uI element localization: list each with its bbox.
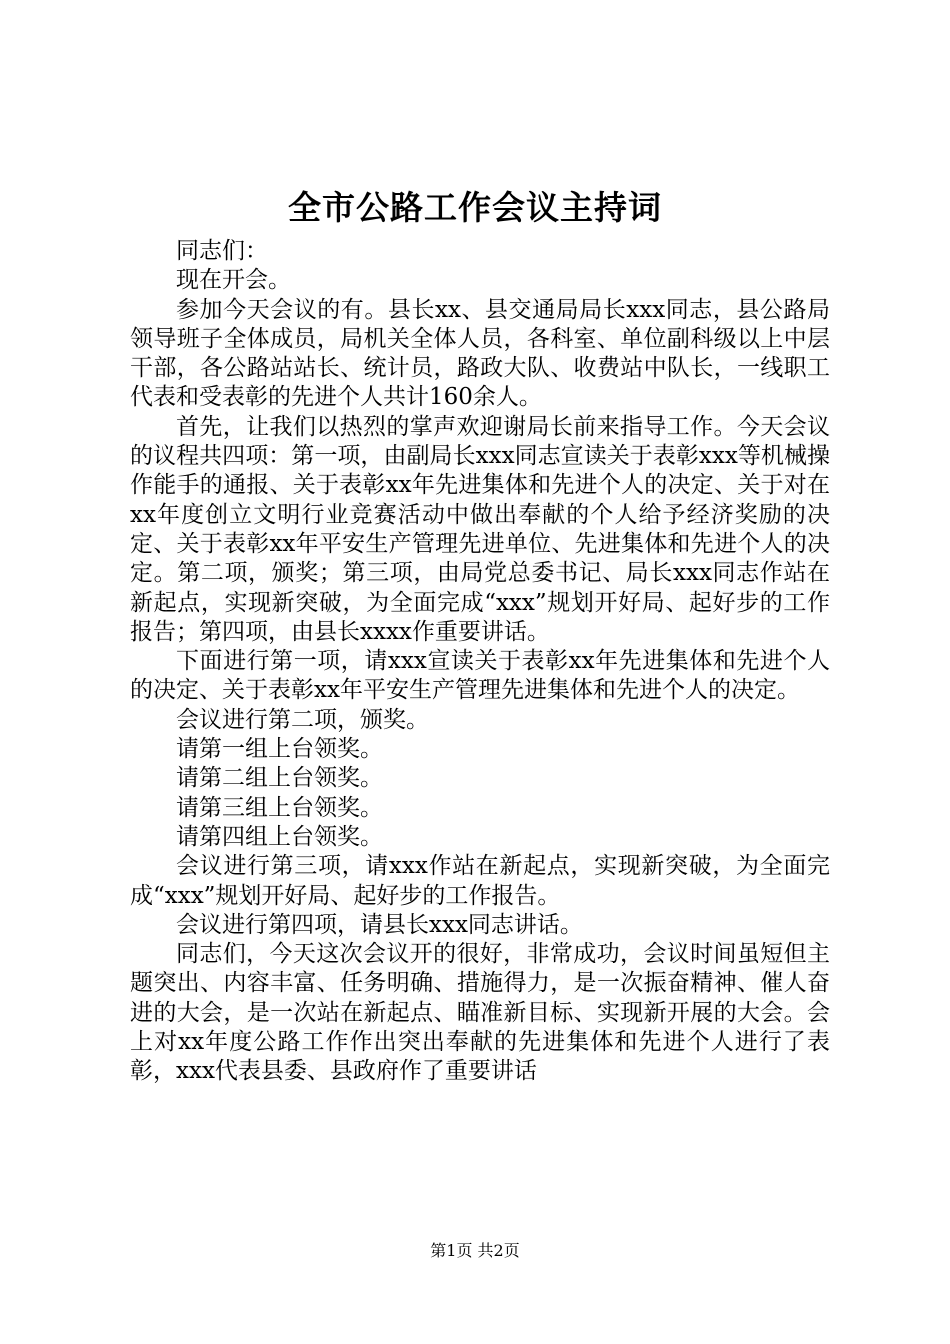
agenda-paragraph: 首先，让我们以热烈的掌声欢迎谢局长前来指导工作。今天会议的议程共四项：第一项，由副局长xxx同志宣读关于表彰xxx等机械操作能手的通报、关于表彰xx年先进集体和先进个人的决定、关于对在xx年度创立文明行业竞赛活动中做出奉献的个人给予经济奖励的决定、关于表彰xx年平安生产管理先进单位、先进集体和先进个人的决定。第二项，颁奖；第三项，由局党总委书记、局长xxx同志作站在新起点，实现新突破，为全面完成“xxx”规划开好局、起好步的工作报告；第四项，由县长xxxx作重要讲话。 [130, 413, 830, 645]
group-one-paragraph: 请第一组上台领奖。 [176, 736, 383, 763]
attendees-paragraph: 参加今天会议的有。县长xx、县交通局局长xxx同志，县公路局领导班子全体成员，局机关全体人员，各科室、单位副科级以上中层干部，各公路站站长、统计员，路政大队、收费站中队长，一线职工代表和受表彰的先进个人共计160余人。 [130, 296, 830, 411]
group-three-paragraph: 请第三组上台领奖。 [176, 794, 383, 821]
page-number-footer: 第1页 共2页 [430, 1241, 520, 1260]
document-title: 全市公路工作会议主持词 [288, 188, 662, 227]
group-four-paragraph: 请第四组上台领奖。 [176, 823, 383, 850]
closing-paragraph: 同志们，今天这次会议开的很好，非常成功，会议时间虽短但主题突出、内容丰富、任务明确、措施得力，是一次振奋精神、催人奋进的大会，是一次站在新起点、瞄准新目标、实现新开展的大会。会上对xx年度公路工作作出突出奉献的先进集体和先进个人进行了表彰，xxx代表县委、县政府作了重要讲话 [130, 941, 830, 1085]
item-three-paragraph: 会议进行第三项，请xxx作站在新起点，实现新突破，为全面完成“xxx”规划开好局、起好步的工作报告。 [130, 853, 830, 909]
salutation-paragraph: 同志们： [176, 238, 268, 264]
item-one-paragraph: 下面进行第一项，请xxx宣读关于表彰xx年先进集体和先进个人的决定、关于表彰xx年平安生产管理先进集体和先进个人的决定。 [130, 648, 830, 704]
document-body [130, 237, 830, 1087]
item-two-paragraph: 会议进行第二项，颁奖。 [176, 706, 429, 733]
group-two-paragraph: 请第二组上台领奖。 [176, 765, 383, 792]
item-four-paragraph: 会议进行第四项，请县长xxx同志讲话。 [176, 911, 583, 938]
opening-paragraph: 现在开会。 [176, 267, 291, 294]
